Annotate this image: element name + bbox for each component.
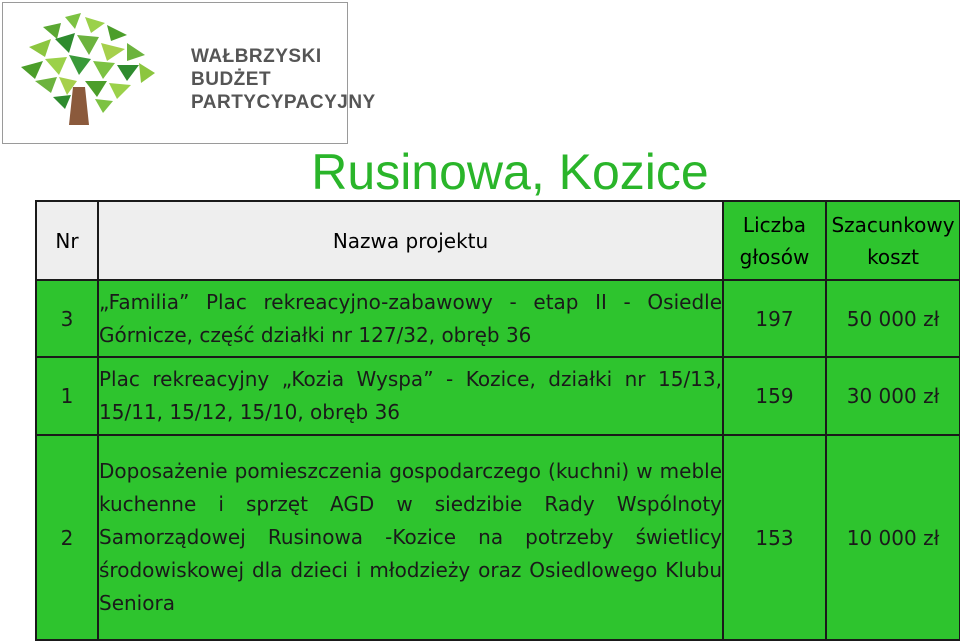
table-row (36, 357, 960, 435)
logo-line-3: PARTYCYPACYJNY (191, 92, 376, 113)
table-row (36, 435, 960, 640)
row-project-name: „Familia” Plac rekreacyjno-zabawowy - etap II - Osiedle Górnicze, część działki nr 127/32, obręb 36 (98, 280, 723, 357)
row-votes: 159 (723, 357, 826, 435)
header-cost (826, 201, 960, 280)
table-header-row (36, 201, 960, 280)
row-project-name: Plac rekreacyjny „Kozia Wyspa” - Kozice, działki nr 15/13, 15/11, 15/12, 15/10, obręb 36 (98, 357, 723, 435)
logo-line-1: WAŁBRZYSKI (191, 46, 322, 67)
header-name: Nazwa projektu (98, 201, 723, 280)
logo-text (191, 45, 376, 114)
row-nr: 3 (36, 280, 98, 357)
header-votes (723, 201, 826, 280)
header-nr: Nr (36, 201, 98, 280)
logo-line-2: BUDŻET (191, 69, 272, 90)
header-votes-line-2: głosów (739, 244, 810, 269)
tree-logo-icon (15, 9, 165, 141)
table-row (36, 280, 960, 357)
projects-table (35, 200, 960, 641)
row-nr: 1 (36, 357, 98, 435)
row-votes: 153 (723, 435, 826, 640)
header-votes-line-1: Liczba (742, 212, 807, 237)
logo (2, 2, 376, 144)
page-title: Rusinowa, Kozice (311, 144, 709, 200)
row-cost: 50 000 zł (826, 280, 960, 357)
row-cost: 30 000 zł (826, 357, 960, 435)
row-cost: 10 000 zł (826, 435, 960, 640)
header-cost-line-1: Szacunkowy (831, 212, 955, 237)
row-votes: 197 (723, 280, 826, 357)
row-nr: 2 (36, 435, 98, 640)
header-cost-line-2: koszt (867, 244, 919, 269)
row-project-name: Doposażenie pomieszczenia gospodarczego (kuchni) w meble kuchenne i sprzęt AGD w siedzibie Rady Wspólnoty Samorządowej Rusinowa -Kozice na potrzeby świetlicy środowiskowej dla dzieci i młodzieży oraz Osiedlowego Klubu Seniora (98, 435, 723, 640)
